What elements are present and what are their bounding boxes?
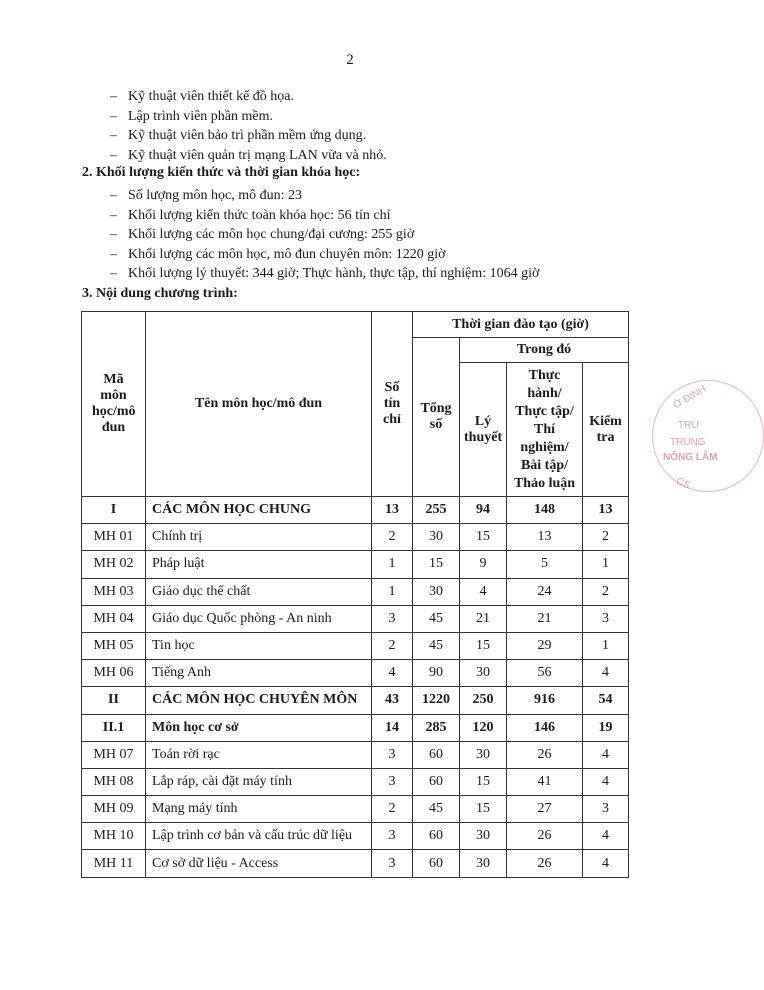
row-theory: 15 <box>460 796 507 823</box>
row-credits: 2 <box>372 524 413 551</box>
row-practice: 146 <box>507 714 583 741</box>
occupation-list <box>110 87 387 165</box>
list-item-text: Kỹ thuật viên quản trị mạng LAN vừa và nhỏ. <box>128 147 387 163</box>
row-practice: 26 <box>507 850 583 877</box>
row-credits: 13 <box>372 497 413 524</box>
list-item: – Khối lượng các môn học chung/đại cương: 255 giờ <box>110 227 415 242</box>
row-credits: 3 <box>372 823 413 850</box>
row-name: Môn học cơ sở <box>146 714 372 741</box>
row-total: 60 <box>413 768 460 795</box>
row-credits: 2 <box>372 632 413 659</box>
row-total: 45 <box>413 605 460 632</box>
table-row <box>82 687 629 714</box>
stamp-text: TRƯ <box>678 420 700 431</box>
header-training-time: Thời gian đào tạo (giờ) <box>413 312 629 338</box>
list-item: – Khối lượng lý thuyết: 344 giờ; Thực hành, thực tập, thí nghiệm: 1064 giờ <box>110 266 540 281</box>
row-total: 60 <box>413 823 460 850</box>
row-exam: 13 <box>583 497 629 524</box>
list-item-text: Lập trình viên phần mềm. <box>128 108 274 124</box>
section-2-heading: 2. Khối lượng kiến thức và thời gian khóa học: <box>82 165 361 180</box>
page-number: 2 <box>346 52 354 68</box>
row-code: II.1 <box>82 714 146 741</box>
table-row <box>82 850 629 877</box>
row-total: 15 <box>413 551 460 578</box>
row-theory: 15 <box>460 632 507 659</box>
row-exam: 3 <box>583 796 629 823</box>
list-item-text: Khối lượng các môn học, mô đun chuyên môn: 1220 giờ <box>128 246 446 262</box>
list-item-text: Số lượng môn học, mô đun: 23 <box>128 188 303 203</box>
row-exam: 1 <box>583 551 629 578</box>
list-item: – Kỹ thuật viên bảo trì phần mềm ứng dụng. <box>110 128 367 143</box>
row-code: MH 05 <box>82 632 146 659</box>
row-theory: 250 <box>460 687 507 714</box>
row-credits: 1 <box>372 551 413 578</box>
row-total: 30 <box>413 524 460 551</box>
row-total: 45 <box>413 632 460 659</box>
row-total: 45 <box>413 796 460 823</box>
table-row <box>82 605 629 632</box>
row-code: MH 11 <box>82 850 146 877</box>
row-name: CÁC MÔN HỌC CHUNG <box>146 497 372 524</box>
row-practice: 21 <box>507 605 583 632</box>
header-exam: Kiểm tra <box>583 363 629 497</box>
list-item: – Kỹ thuật viên thiết kế đồ họa. <box>110 89 295 104</box>
list-item-text: Kỹ thuật viên bảo trì phần mềm ứng dụng. <box>128 128 367 143</box>
row-exam: 3 <box>583 605 629 632</box>
row-name: Lập trình cơ bản và cấu trúc dữ liệu <box>146 823 372 850</box>
row-theory: 21 <box>460 605 507 632</box>
row-theory: 9 <box>460 551 507 578</box>
row-theory: 30 <box>460 741 507 768</box>
row-name: Chính trị <box>146 524 372 551</box>
row-practice: 5 <box>507 551 583 578</box>
row-code: I <box>82 497 146 524</box>
list-item: – Số lượng môn học, mô đun: 23 <box>110 188 303 203</box>
row-name: Cơ sở dữ liệu - Access <box>146 850 372 877</box>
row-theory: 30 <box>460 660 507 687</box>
table-row <box>82 524 629 551</box>
list-item: – Khối lượng các môn học, mô đun chuyên môn: 1220 giờ <box>110 246 446 262</box>
row-exam: 4 <box>583 823 629 850</box>
row-theory: 94 <box>460 497 507 524</box>
header-theory: Lý thuyết <box>460 363 507 497</box>
row-name: Pháp luật <box>146 551 372 578</box>
row-exam: 2 <box>583 578 629 605</box>
table-row <box>82 741 629 768</box>
table-row <box>82 660 629 687</box>
row-code: MH 04 <box>82 605 146 632</box>
table-row <box>82 497 629 524</box>
row-credits: 1 <box>372 578 413 605</box>
list-item-text: Khối lượng các môn học chung/đại cương: 255 giờ <box>128 227 415 242</box>
row-theory: 30 <box>460 823 507 850</box>
row-practice: 24 <box>507 578 583 605</box>
row-code: MH 01 <box>82 524 146 551</box>
list-item: – Lập trình viên phần mềm. <box>110 108 274 124</box>
row-credits: 2 <box>372 796 413 823</box>
row-practice: 56 <box>507 660 583 687</box>
row-practice: 148 <box>507 497 583 524</box>
row-credits: 4 <box>372 660 413 687</box>
row-total: 1220 <box>413 687 460 714</box>
row-name: CÁC MÔN HỌC CHUYÊN MÔN <box>146 687 372 714</box>
row-exam: 2 <box>583 524 629 551</box>
row-exam: 4 <box>583 768 629 795</box>
row-practice: 27 <box>507 796 583 823</box>
table-row <box>82 714 629 741</box>
row-exam: 4 <box>583 660 629 687</box>
row-practice: 13 <box>507 524 583 551</box>
list-item: – Khối lượng kiến thức toàn khóa học: 56 tín chỉ <box>110 207 391 223</box>
row-practice: 41 <box>507 768 583 795</box>
list-item: – Kỹ thuật viên quản trị mạng LAN vừa và nhỏ. <box>110 147 387 163</box>
row-code: MH 10 <box>82 823 146 850</box>
list-item-text: Kỹ thuật viên thiết kế đồ họa. <box>128 89 295 104</box>
row-theory: 120 <box>460 714 507 741</box>
table-row <box>82 823 629 850</box>
row-credits: 3 <box>372 605 413 632</box>
row-credits: 43 <box>372 687 413 714</box>
row-code: MH 06 <box>82 660 146 687</box>
header-of-which: Trong đó <box>460 338 629 363</box>
row-exam: 4 <box>583 850 629 877</box>
row-total: 60 <box>413 741 460 768</box>
row-total: 30 <box>413 578 460 605</box>
row-practice: 916 <box>507 687 583 714</box>
row-code: MH 07 <box>82 741 146 768</box>
row-theory: 30 <box>460 850 507 877</box>
header-name: Tên môn học/mô đun <box>146 312 372 497</box>
row-name: Tiếng Anh <box>146 660 372 687</box>
table-row <box>82 578 629 605</box>
stamp-text: TRUNG <box>670 437 706 448</box>
row-total: 285 <box>413 714 460 741</box>
program-table <box>81 311 629 878</box>
row-credits: 3 <box>372 741 413 768</box>
row-credits: 3 <box>372 768 413 795</box>
row-exam: 19 <box>583 714 629 741</box>
row-name: Giáo dục thể chất <box>146 578 372 605</box>
header-code: Mã môn học/mô đun <box>82 312 146 497</box>
row-total: 60 <box>413 850 460 877</box>
row-credits: 14 <box>372 714 413 741</box>
row-practice: 26 <box>507 823 583 850</box>
list-item-text: Khối lượng lý thuyết: 344 giờ; Thực hành, thực tập, thí nghiệm: 1064 giờ <box>128 266 540 281</box>
header-practice: Thực hành/ Thực tập/ Thí nghiệm/ Bài tập/ Thảo luận <box>507 363 583 497</box>
row-credits: 3 <box>372 850 413 877</box>
table-row <box>82 796 629 823</box>
row-theory: 4 <box>460 578 507 605</box>
header-total: Tổng số <box>413 338 460 497</box>
row-total: 90 <box>413 660 460 687</box>
stamp-text: CS <box>674 475 692 492</box>
row-code: MH 09 <box>82 796 146 823</box>
header-credits: Số tín chỉ <box>372 312 413 497</box>
stamp-text: NÔNG LÂM <box>663 452 718 463</box>
row-name: Lắp ráp, cài đặt máy tính <box>146 768 372 795</box>
row-theory: 15 <box>460 524 507 551</box>
row-code: II <box>82 687 146 714</box>
table-row <box>82 632 629 659</box>
row-exam: 4 <box>583 741 629 768</box>
table-row <box>82 551 629 578</box>
row-code: MH 08 <box>82 768 146 795</box>
row-code: MH 02 <box>82 551 146 578</box>
row-name: Giáo dục Quốc phòng - An ninh <box>146 605 372 632</box>
stamp-seal <box>652 380 764 492</box>
row-name: Mạng máy tính <box>146 796 372 823</box>
row-name: Toán rời rạc <box>146 741 372 768</box>
row-practice: 29 <box>507 632 583 659</box>
course-volume-list <box>110 186 539 284</box>
table-row <box>82 768 629 795</box>
row-exam: 1 <box>583 632 629 659</box>
row-code: MH 03 <box>82 578 146 605</box>
row-theory: 15 <box>460 768 507 795</box>
row-total: 255 <box>413 497 460 524</box>
stamp-text: Ờ ĐỊNH <box>671 383 709 412</box>
row-exam: 54 <box>583 687 629 714</box>
section-3-heading: 3. Nội dung chương trình: <box>82 286 238 301</box>
list-item-text: Khối lượng kiến thức toàn khóa học: 56 tín chỉ <box>128 207 391 223</box>
row-name: Tin học <box>146 632 372 659</box>
row-practice: 26 <box>507 741 583 768</box>
